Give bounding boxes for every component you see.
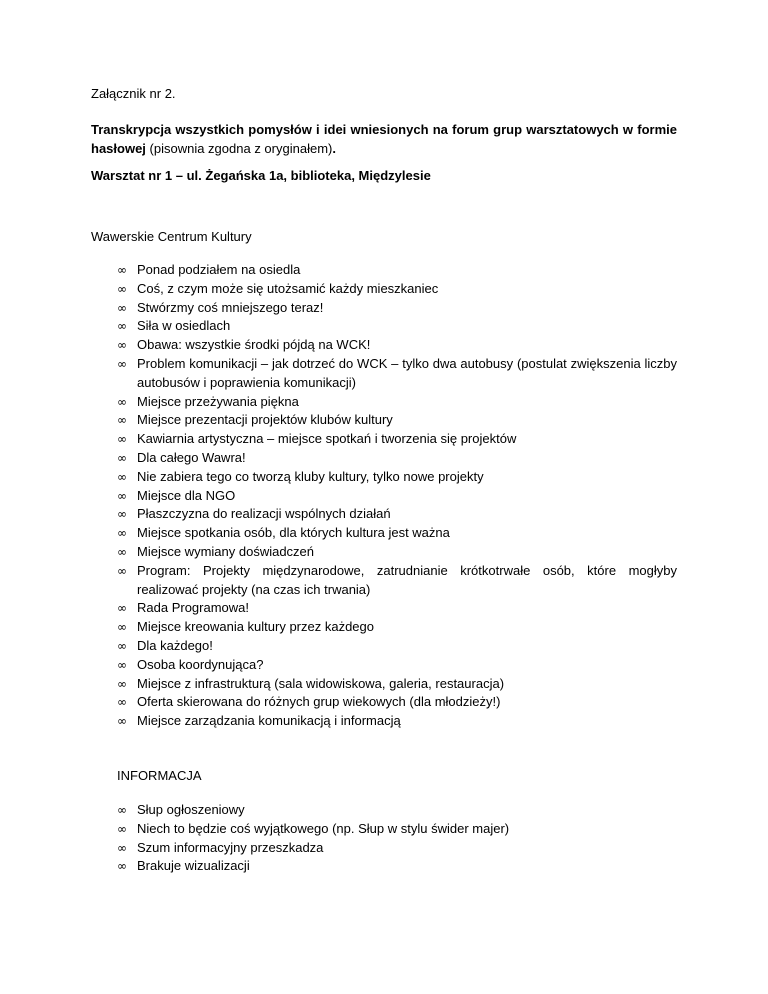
- list-item-text: Miejsce zarządzania komunikacją i informacją: [137, 713, 401, 729]
- list-item-text: Słup ogłoszeniowy: [137, 802, 245, 817]
- list-item: [117, 449, 677, 468]
- infinity-bullet-icon: ∞: [117, 544, 127, 559]
- list-item: [117, 693, 677, 712]
- list-item-text: Miejsce wymiany doświadczeń: [137, 543, 315, 559]
- list-item-text: Miejsce spotkania osób, dla których kultura jest ważna: [137, 525, 450, 541]
- list-item: [117, 656, 677, 675]
- list-item: [117, 468, 677, 487]
- list-item-text: Osoba koordynująca?: [137, 656, 264, 672]
- section-title-wck: Wawerskie Centrum Kultury: [91, 229, 252, 244]
- list-item-text: Ponad podziałem na osiedla: [137, 262, 301, 277]
- list-item: [117, 505, 677, 524]
- list-item-text: Płaszczyzna do realizacji wspólnych działań: [137, 506, 391, 522]
- intro-bold-text: Transkrypcja wszystkich pomysłów i idei wniesionych na forum grup warsztatowych w formie hasłowej: [91, 122, 677, 156]
- intro-note: (pisownia zgodna z oryginałem): [145, 141, 333, 156]
- list-item-text: Miejsce kreowania kultury przez każdego: [137, 619, 374, 635]
- list-item: [117, 317, 677, 336]
- infinity-bullet-icon: ∞: [117, 394, 127, 409]
- infinity-bullet-icon: ∞: [117, 620, 127, 635]
- infinity-bullet-icon: ∞: [117, 859, 127, 874]
- list-item: [117, 618, 677, 637]
- list-item: [117, 261, 677, 280]
- infinity-bullet-icon: ∞: [117, 338, 127, 353]
- list-item-text: Nie zabiera tego co tworzą kluby kultury, tylko nowe projekty: [137, 468, 484, 484]
- infinity-bullet-icon: ∞: [117, 821, 127, 836]
- list-item-text: Program: Projekty międzynarodowe, zatrudnianie krótkotrwałe osób, które mogłyby realizować projekty (na czas ich trwania): [137, 562, 677, 597]
- list-item: [117, 487, 677, 506]
- list-item: [117, 430, 677, 449]
- list-item: [117, 355, 677, 393]
- infinity-bullet-icon: ∞: [117, 319, 127, 334]
- list-item-text: Kawiarnia artystyczna – miejsce spotkań i tworzenia się projektów: [137, 431, 517, 447]
- infinity-bullet-icon: ∞: [117, 695, 127, 710]
- list-item-text: Niech to będzie coś wyjątkowego (np. Słup w stylu świder majer): [137, 820, 510, 836]
- workshop-heading: Warsztat nr 1 – ul. Żegańska 1a, biblioteka, Międzylesie: [91, 168, 431, 183]
- list-item-text: Dla całego Wawra!: [137, 449, 246, 465]
- list-item: [117, 712, 677, 731]
- list-item: [117, 562, 677, 600]
- infinity-bullet-icon: ∞: [117, 450, 127, 465]
- infinity-bullet-icon: ∞: [117, 657, 127, 672]
- list-item: [117, 839, 677, 858]
- list-item: [117, 524, 677, 543]
- list-item-text: Miejsce przeżywania piękna: [137, 393, 299, 409]
- list-item-text: Obawa: wszystkie środki pójdą na WCK!: [137, 337, 371, 353]
- list-item: [117, 637, 677, 656]
- list-item-text: Siła w osiedlach: [137, 318, 231, 334]
- infinity-bullet-icon: ∞: [117, 526, 127, 541]
- infinity-bullet-icon: ∞: [117, 840, 127, 855]
- annex-label: Załącznik nr 2.: [91, 86, 176, 101]
- list-item-text: Coś, z czym może się utożsamić każdy mieszkaniec: [137, 280, 439, 296]
- intro-paragraph: [91, 120, 677, 158]
- wck-bullet-list: [117, 261, 677, 731]
- list-item: [117, 543, 677, 562]
- infinity-bullet-icon: ∞: [117, 469, 127, 484]
- list-item-text: Oferta skierowana do różnych grup wiekowych (dla młodzieży!): [137, 694, 501, 710]
- infinity-bullet-icon: ∞: [117, 601, 127, 616]
- list-item-text: Problem komunikacji – jak dotrzeć do WCK – tylko dwa autobusy (postulat zwiększenia liczby autobusów i poprawienia komunikacji): [137, 355, 677, 390]
- list-item: [117, 675, 677, 694]
- infinity-bullet-icon: ∞: [117, 714, 127, 729]
- informacja-bullet-list: [117, 801, 677, 876]
- list-item: [117, 599, 677, 618]
- list-item-text: Szum informacyjny przeszkadza: [137, 839, 324, 855]
- infinity-bullet-icon: ∞: [117, 263, 127, 277]
- list-item-text: Rada Programowa!: [137, 600, 249, 616]
- list-item: [117, 801, 677, 820]
- infinity-bullet-icon: ∞: [117, 413, 127, 428]
- list-item-text: Brakuje wizualizacji: [137, 858, 250, 874]
- list-item-text: Miejsce dla NGO: [137, 487, 236, 503]
- list-item: [117, 857, 677, 876]
- infinity-bullet-icon: ∞: [117, 432, 127, 447]
- list-item-text: Miejsce prezentacji projektów klubów kultury: [137, 412, 393, 428]
- infinity-bullet-icon: ∞: [117, 507, 127, 522]
- infinity-bullet-icon: ∞: [117, 488, 127, 503]
- infinity-bullet-icon: ∞: [117, 676, 127, 691]
- list-item: [117, 280, 677, 299]
- infinity-bullet-icon: ∞: [117, 300, 127, 315]
- infinity-bullet-icon: ∞: [117, 281, 127, 296]
- list-item-text: Miejsce z infrastrukturą (sala widowiskowa, galeria, restauracja): [137, 675, 505, 691]
- list-item: [117, 393, 677, 412]
- intro-period: .: [332, 141, 336, 156]
- list-item: [117, 411, 677, 430]
- list-item-text: Stwórzmy coś mniejszego teraz!: [137, 299, 324, 315]
- list-item-text: Dla każdego!: [137, 637, 213, 653]
- infinity-bullet-icon: ∞: [117, 563, 127, 578]
- section-title-informacja: INFORMACJA: [117, 768, 202, 783]
- list-item: [117, 336, 677, 355]
- infinity-bullet-icon: ∞: [117, 638, 127, 653]
- list-item: [117, 299, 677, 318]
- list-item: [117, 820, 677, 839]
- infinity-bullet-icon: ∞: [117, 803, 127, 817]
- infinity-bullet-icon: ∞: [117, 356, 127, 371]
